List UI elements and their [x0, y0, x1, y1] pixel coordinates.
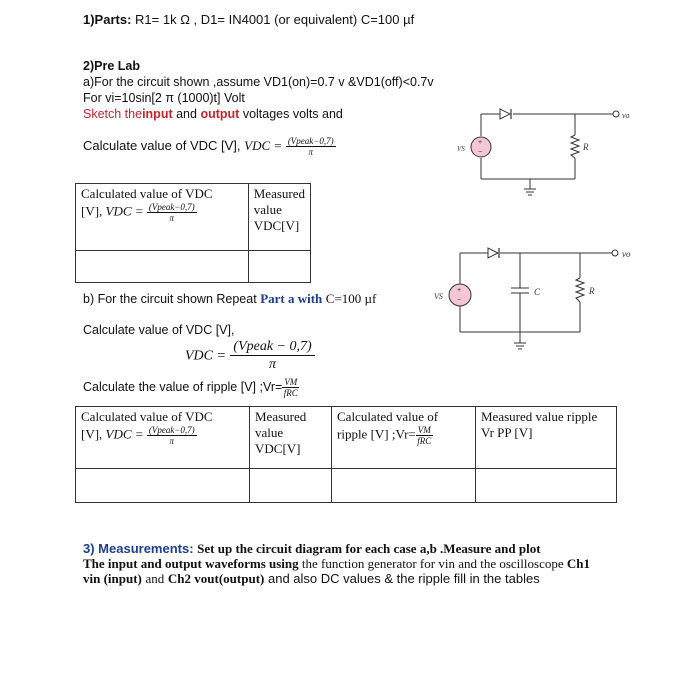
table1-cell-measured[interactable]	[248, 251, 310, 283]
calc-b-fraction	[230, 338, 314, 373]
resistor-icon	[571, 135, 579, 158]
prelab-line-a: a)For the circuit shown ,assume VD1(on)=0.7 v &VD1(off)<0.7v	[83, 75, 434, 89]
calc-b-frac-num: (Vpeak − 0,7)	[230, 338, 314, 356]
output-terminal-icon	[613, 111, 619, 117]
sketch-post: voltages volts and	[242, 107, 343, 121]
meas-line1	[83, 541, 541, 557]
parts-text: R1= 1k Ω , D1= IN4001 (or equivalent) C=100 µf	[135, 12, 415, 27]
table1-col1-line1: Calculated value of VDC	[81, 186, 213, 201]
circuit2-vo-label: vo	[622, 249, 631, 259]
calc-b-frac-den: π	[269, 357, 277, 372]
table1-frac-num: (Vpeak−0,7)	[148, 202, 195, 212]
ripple-den: fRC	[283, 388, 298, 398]
part-b-pre: b) For the circuit shown Repeat	[83, 292, 257, 306]
meas-line3-and: and	[145, 571, 165, 586]
table2-c3-line2: ripple [V] ;Vr=	[337, 426, 416, 442]
ripple-text: Calculate the value of ripple [V] ;Vr=	[83, 379, 283, 394]
prelab-line-vi: For vi=10sin[2 π (1000)t] Volt	[83, 91, 245, 105]
table2-c3-line1: Calculated value of	[337, 409, 439, 424]
circuit1-vs-label: VS	[457, 145, 465, 153]
table2-c1-line1: Calculated value of VDC	[81, 409, 213, 424]
table2-c4-line2: Vr PP [V]	[481, 425, 533, 440]
meas-line2-post: the function generator for vin and the oscilloscope	[301, 556, 564, 571]
circuit-half-wave-filter	[420, 240, 650, 355]
diode-icon	[500, 109, 511, 119]
part-b-post: C=100 µf	[325, 291, 377, 306]
prelab-heading: 2)Pre Lab	[83, 59, 140, 73]
table1-col1-line2: [V],	[81, 203, 103, 219]
table1-col1-vdc: VDC =	[105, 203, 144, 219]
svg-text:−: −	[478, 149, 483, 156]
ac-source-icon	[449, 284, 471, 306]
table1-header-calc	[76, 184, 249, 251]
meas-heading: 3) Measurements:	[83, 541, 194, 556]
ac-source-icon	[471, 137, 491, 157]
svg-text:−: −	[457, 297, 462, 304]
ripple-fraction	[282, 377, 299, 398]
calc-a-line	[83, 136, 336, 157]
table1-col2-line2: value	[253, 202, 282, 217]
calc-b-vdc: VDC =	[185, 348, 226, 364]
table-part-b	[75, 406, 617, 503]
table2-header-measured-vdc	[250, 407, 332, 469]
parts-heading: 1)Parts:	[83, 12, 132, 27]
table2-header-measured-ripple	[476, 407, 617, 469]
sketch-output: output	[200, 107, 240, 121]
table2-c1-frac-num: (Vpeak−0,7)	[148, 425, 195, 435]
calc-a-fraction	[286, 136, 336, 157]
meas-line2	[83, 556, 590, 572]
table2-header-calc-vdc	[76, 407, 250, 469]
table1-col2-line1: Measured	[253, 186, 305, 201]
calc-b-text: Calculate value of VDC [V],	[83, 323, 235, 337]
table2-cell-measured-ripple[interactable]	[476, 469, 617, 503]
table2-cell-calc-ripple[interactable]	[332, 469, 476, 503]
svg-text:+: +	[457, 287, 462, 294]
table2-c1-frac-den: π	[169, 436, 174, 446]
table2-c1-fraction	[147, 425, 197, 446]
output-terminal-icon	[612, 250, 618, 256]
meas-line2-ch1: Ch1	[566, 556, 590, 571]
table-part-a	[75, 183, 311, 283]
sketch-pre: Sketch the	[83, 107, 143, 121]
table2-c2-line3: VDC[V]	[255, 441, 301, 456]
calc-a-vdc: VDC =	[244, 137, 283, 153]
table1-col1-formula	[81, 202, 243, 223]
svg-text:+: +	[478, 139, 483, 146]
calc-a-text: Calculate value of VDC [V],	[83, 137, 241, 153]
circuit1-vo-label: vo	[622, 111, 630, 120]
meas-line3-ch2: Ch2 vout(output)	[167, 571, 265, 586]
circuit2-c-label: C	[534, 287, 541, 297]
table2-c1-vdc: VDC =	[105, 426, 144, 442]
table2-cell-calc-vdc[interactable]	[76, 469, 250, 503]
ripple-num: VM	[284, 377, 298, 387]
part-b-line	[83, 291, 376, 307]
sketch-input: input	[142, 107, 173, 121]
table2-c3-fraction	[416, 425, 433, 446]
circuit2-vs-label: VS	[434, 292, 443, 301]
ripple-line	[83, 377, 299, 398]
table1-cell-calc[interactable]	[76, 251, 249, 283]
table2-c4-line1: Measured value ripple	[481, 409, 598, 424]
prelab-sketch-line	[83, 107, 343, 121]
table2-c2-line2: value	[255, 425, 284, 440]
parts-line	[83, 12, 414, 27]
table2-c3-formula	[337, 425, 470, 446]
circuit1-r-label: R	[583, 142, 589, 152]
circuit2-r-label: R	[589, 286, 595, 296]
meas-line3-post: and also DC values & the ripple fill in the tables	[267, 571, 540, 586]
calc-a-frac-num: (Vpeak−0,7)	[287, 136, 334, 146]
table1-fraction	[147, 202, 197, 223]
table2-c3-frac-den: fRC	[417, 436, 432, 446]
table2-c1-line2: [V],	[81, 426, 103, 442]
calc-b-formula	[185, 338, 315, 373]
circuit-half-wave	[445, 102, 635, 208]
sketch-and: and	[176, 107, 197, 121]
meas-line2-pre: The input and output waveforms using	[83, 556, 299, 571]
table1-col2-line3: VDC[V]	[253, 218, 300, 233]
meas-line3	[83, 571, 540, 587]
meas-line3-pre: vin (input)	[83, 571, 142, 586]
table2-c2-line1: Measured	[255, 409, 307, 424]
table2-cell-measured-vdc[interactable]	[250, 469, 332, 503]
part-b-bold: Part a with	[260, 291, 323, 306]
table1-header-measured	[248, 184, 310, 251]
resistor-icon	[576, 278, 584, 302]
table1-frac-den: π	[169, 213, 174, 223]
calc-a-frac-den: π	[308, 147, 313, 157]
table2-c3-frac-num: VM	[417, 425, 431, 435]
table2-header-calc-ripple	[332, 407, 476, 469]
meas-line1-text: Set up the circuit diagram for each case a,b .Measure and plot	[197, 541, 541, 556]
diode-icon	[488, 248, 499, 258]
table2-c1-formula	[81, 425, 244, 446]
